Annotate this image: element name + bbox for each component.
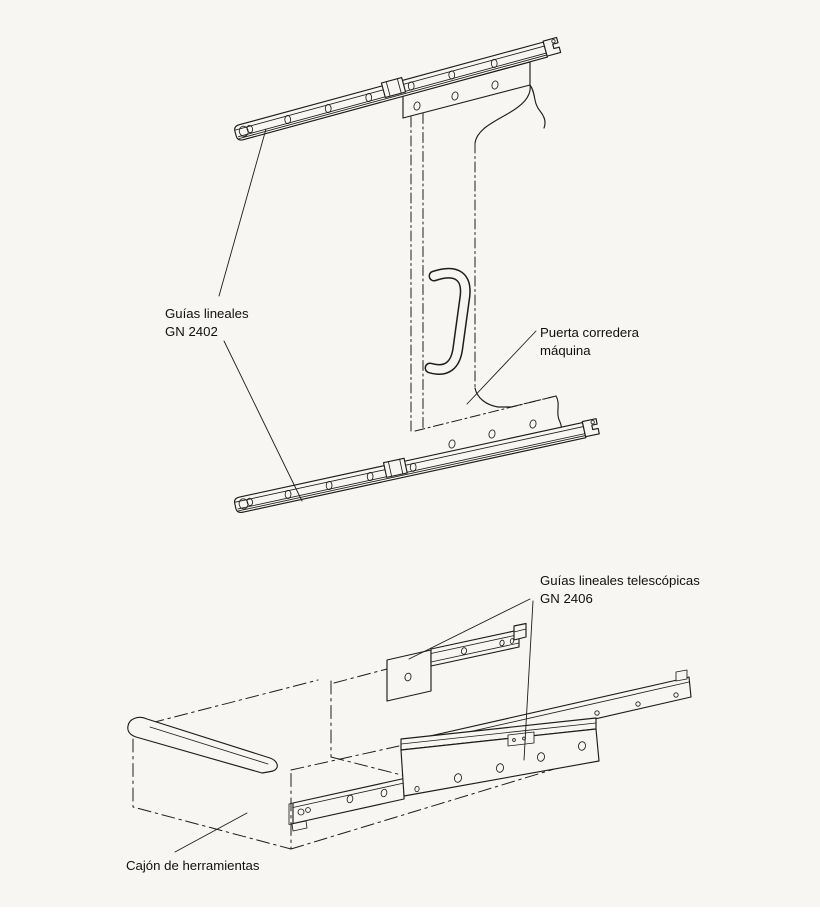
label-telescopic-slides-line2: GN 2406 xyxy=(540,591,593,606)
label-tool-drawer: Cajón de herramientas xyxy=(126,858,260,873)
label-linear-guides-line1: Guías lineales xyxy=(165,306,249,321)
label-telescopic-slides-line1: Guías lineales telescópicas xyxy=(540,573,700,588)
bottom-white-strip xyxy=(0,907,820,914)
label-sliding-door-line1: Puerta corredera xyxy=(540,325,639,340)
label-sliding-door-line2: máquina xyxy=(540,343,591,358)
label-linear-guides-line2: GN 2402 xyxy=(165,324,218,339)
